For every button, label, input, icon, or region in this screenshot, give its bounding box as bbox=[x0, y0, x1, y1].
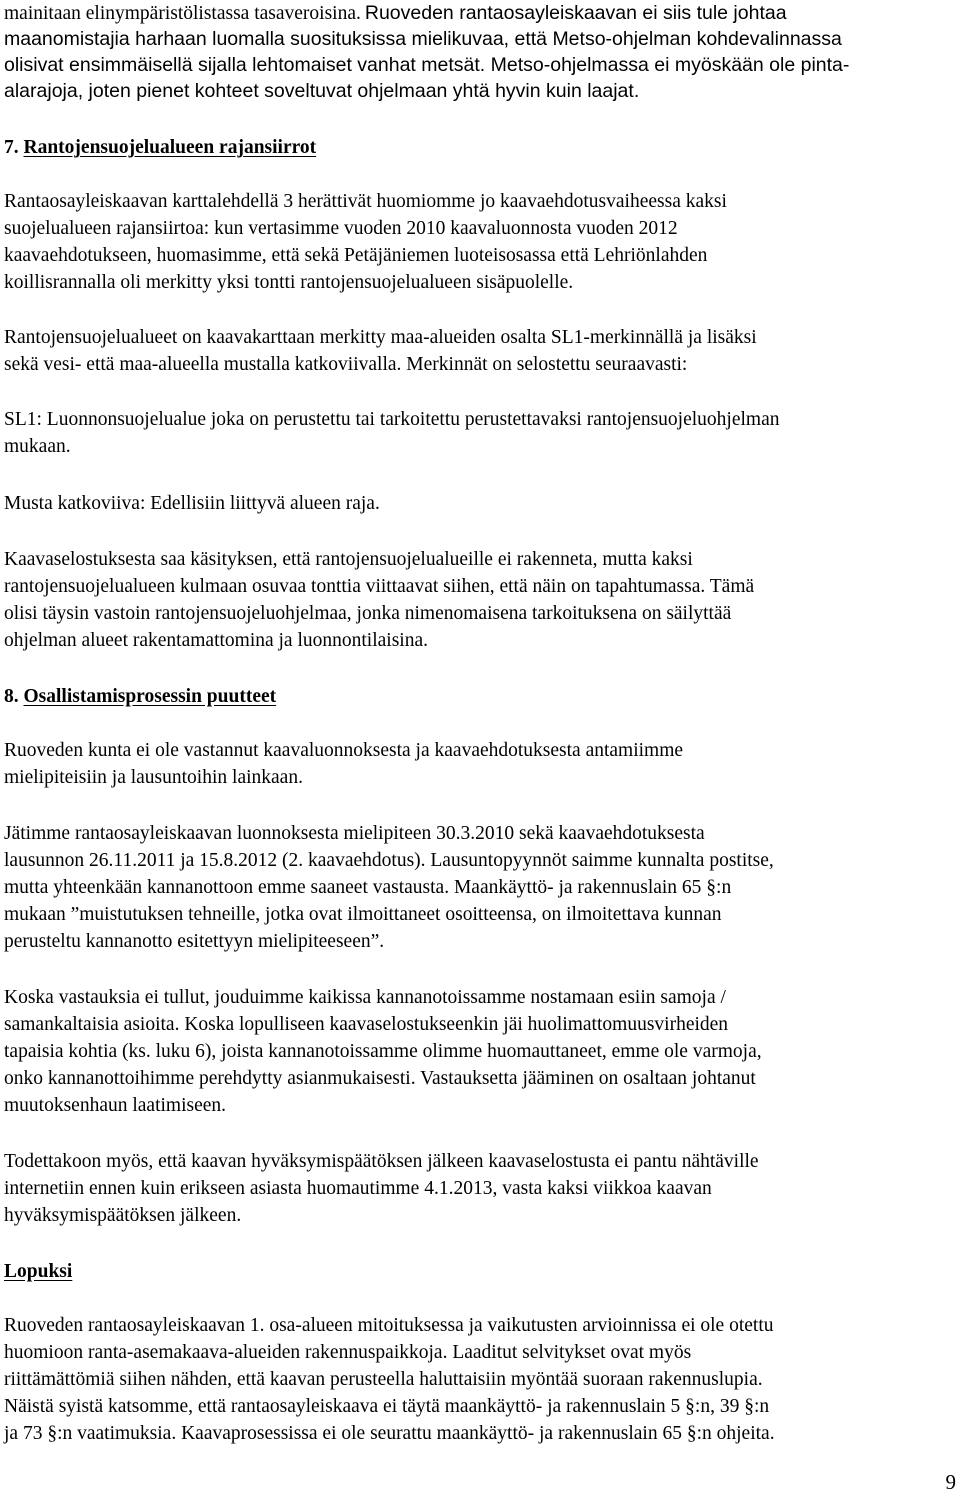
text-line: Ruoveden kunta ei ole vastannut kaavaluonnoksesta ja kaavaehdotuksesta antamiimme bbox=[4, 740, 684, 761]
text-line: ja 73 §:n vaatimuksia. Kaavaprosessissa ei ole seurattu maankäyttö- ja rakennuslain 65 §:n ohjeita. bbox=[4, 1423, 775, 1444]
text-line: Todettakoon myös, että kaavan hyväksymispäätöksen jälkeen kaavaselostusta ei pantu nähtäville bbox=[4, 1151, 759, 1172]
text-line: Rantaosayleiskaavan karttalehdellä 3 herättivät huomiomme jo kaavaehdotusvaiheessa kaksi bbox=[4, 191, 727, 212]
text-line: ohjelman alueet rakentamattomina ja luonnontilaisina. bbox=[4, 630, 428, 651]
text-line: lausunnon 26.11.2011 ja 15.8.2012 (2. kaavaehdotus). Lausuntopyynnöt saimme kunnalta postitse, bbox=[4, 850, 774, 871]
section-title: Rantojensuojelualueen rajansiirrot bbox=[23, 137, 317, 158]
section-title: Osallistamisprosessin puutteet bbox=[23, 686, 277, 707]
text-line: tapaisia kohtia (ks. luku 6), joista kannanotoissamme olimme huomauttaneet, emme ole varmoja, bbox=[4, 1041, 762, 1062]
text-line: SL1: Luonnonsuojelualue joka on perustettu tai tarkoitettu perustettavaksi rantojensuojeluohjelman bbox=[4, 409, 780, 430]
text-line: koillisrannalla oli merkitty yksi tontti rantojensuojelualueen sisäpuolelle. bbox=[4, 272, 574, 293]
page-number: 9 bbox=[945, 1470, 956, 1494]
text-line: huomioon ranta-asemakaava-alueiden rakennuspaikkoja. Laaditut selvitykset ovat myös bbox=[4, 1342, 692, 1363]
text-line: muutoksenhaun laatimiseen. bbox=[4, 1095, 227, 1116]
text-line: Näistä syistä katsomme, että rantaosayleiskaava ei täytä maankäyttö- ja rakennuslain 5 §:n, 39 §:n bbox=[4, 1396, 770, 1417]
section-8-heading bbox=[4, 683, 956, 710]
section-number: 8. bbox=[4, 686, 19, 707]
intro-line: mainitaan elinympäristölistassa tasaveroisina. bbox=[4, 3, 361, 24]
text-line: perusteltu kannanotto esitettyyn mielipiteeseen”. bbox=[4, 931, 385, 952]
closing-paragraph bbox=[4, 1312, 956, 1447]
intro-paragraph bbox=[4, 0, 956, 104]
text-line: Koska vastauksia ei tullut, jouduimme kaikissa kannanotoissamme nostamaan esiin samoja / bbox=[4, 987, 726, 1008]
text-line: kaavaehdotukseen, huomasimme, että sekä Petäjäniemen luoteisosassa että Lehriönlahden bbox=[4, 245, 708, 266]
section-8-paragraph-3 bbox=[4, 984, 956, 1119]
text-line: riittämättömiä siihen nähden, että kaavan perusteella haluttaisiin myöntää suoraan rakennuslupia. bbox=[4, 1369, 763, 1390]
text-line: mukaan ”muistutuksen tehneille, jotka ovat ilmoittaneet osoitteensa, on ilmoitettava kunnan bbox=[4, 904, 722, 925]
text-line: olisi täysin vastoin rantojensuojeluohjelmaa, jonka nimenomaisena tarkoituksena on säilyttää bbox=[4, 603, 732, 624]
section-number: 7. bbox=[4, 137, 19, 158]
text-line: rantojensuojelualueen kulmaan osuvaa tonttia viittaavat siihen, että näin on tapahtumassa. Tämä bbox=[4, 576, 755, 597]
text-line: mutta yhteenkään kannanottoon emme saaneet vastausta. Maankäyttö- ja rakennuslain 65 §:n bbox=[4, 877, 732, 898]
section-8-paragraph-2 bbox=[4, 820, 956, 955]
text-line: internetiin ennen kuin erikseen asiasta huomautimme 4.1.2013, vasta kaksi viikkoa kaavan bbox=[4, 1178, 712, 1199]
text-line: Kaavaselostuksesta saa käsityksen, että rantojensuojelualueille ei rakenneta, mutta kaksi bbox=[4, 549, 693, 570]
text-line: suojelualueen rajansiirtoa: kun vertasimme vuoden 2010 kaavaluonnosta vuoden 2012 bbox=[4, 218, 678, 239]
section-7-heading bbox=[4, 134, 956, 161]
intro-line: olisivat ensimmäisellä sijalla lehtomaiset vanhat metsät. Metso-ohjelmassa ei myöskään ole pinta- bbox=[4, 54, 850, 76]
section-title: Lopuksi bbox=[4, 1261, 73, 1282]
text-line: Ruoveden rantaosayleiskaavan 1. osa-alueen mitoituksessa ja vaikutusten arvioinnissa ei ole otettu bbox=[4, 1315, 774, 1336]
intro-line: alarajoja, joten pienet kohteet soveltuvat ohjelmaan yhtä hyvin kuin laajat. bbox=[4, 80, 640, 102]
section-7-paragraph-3 bbox=[4, 406, 956, 460]
text-line: onko kannanottoihimme perehdytty asianmukaisesti. Vastauksetta jääminen on osaltaan johtanut bbox=[4, 1068, 756, 1089]
text-line: hyväksymispäätöksen jälkeen. bbox=[4, 1205, 242, 1226]
text-line: Rantojensuojelualueet on kaavakarttaan merkitty maa-alueiden osalta SL1-merkinnällä ja lisäksi bbox=[4, 327, 757, 348]
section-8-paragraph-4 bbox=[4, 1148, 956, 1229]
text-line: Musta katkoviiva: Edellisiin liittyvä alueen raja. bbox=[4, 493, 380, 514]
text-line: mielipiteisiin ja lausuntoihin lainkaan. bbox=[4, 767, 303, 788]
section-7-paragraph-5 bbox=[4, 546, 956, 654]
text-line: samankaltaisia asioita. Koska lopulliseen kaavaselostukseenkin jäi huolimattomuusvirheiden bbox=[4, 1014, 729, 1035]
text-line: sekä vesi- että maa-alueella mustalla katkoviivalla. Merkinnät on selostettu seuraavasti: bbox=[4, 354, 688, 375]
closing-heading bbox=[4, 1258, 956, 1285]
intro-line: maanomistajia harhaan luomalla suosituksissa mielikuvaa, että Metso-ohjelman kohdevalinnassa bbox=[4, 28, 842, 50]
section-7-paragraph-1 bbox=[4, 188, 956, 296]
section-7-paragraph-2 bbox=[4, 324, 956, 378]
text-line: Jätimme rantaosayleiskaavan luonnoksesta mielipiteen 30.3.2010 sekä kaavaehdotuksesta bbox=[4, 823, 705, 844]
intro-line: Ruoveden rantaosayleiskaavan ei siis tule johtaa bbox=[364, 2, 787, 24]
section-7-paragraph-4 bbox=[4, 490, 956, 517]
text-line: mukaan. bbox=[4, 436, 71, 457]
section-8-paragraph-1 bbox=[4, 737, 956, 791]
